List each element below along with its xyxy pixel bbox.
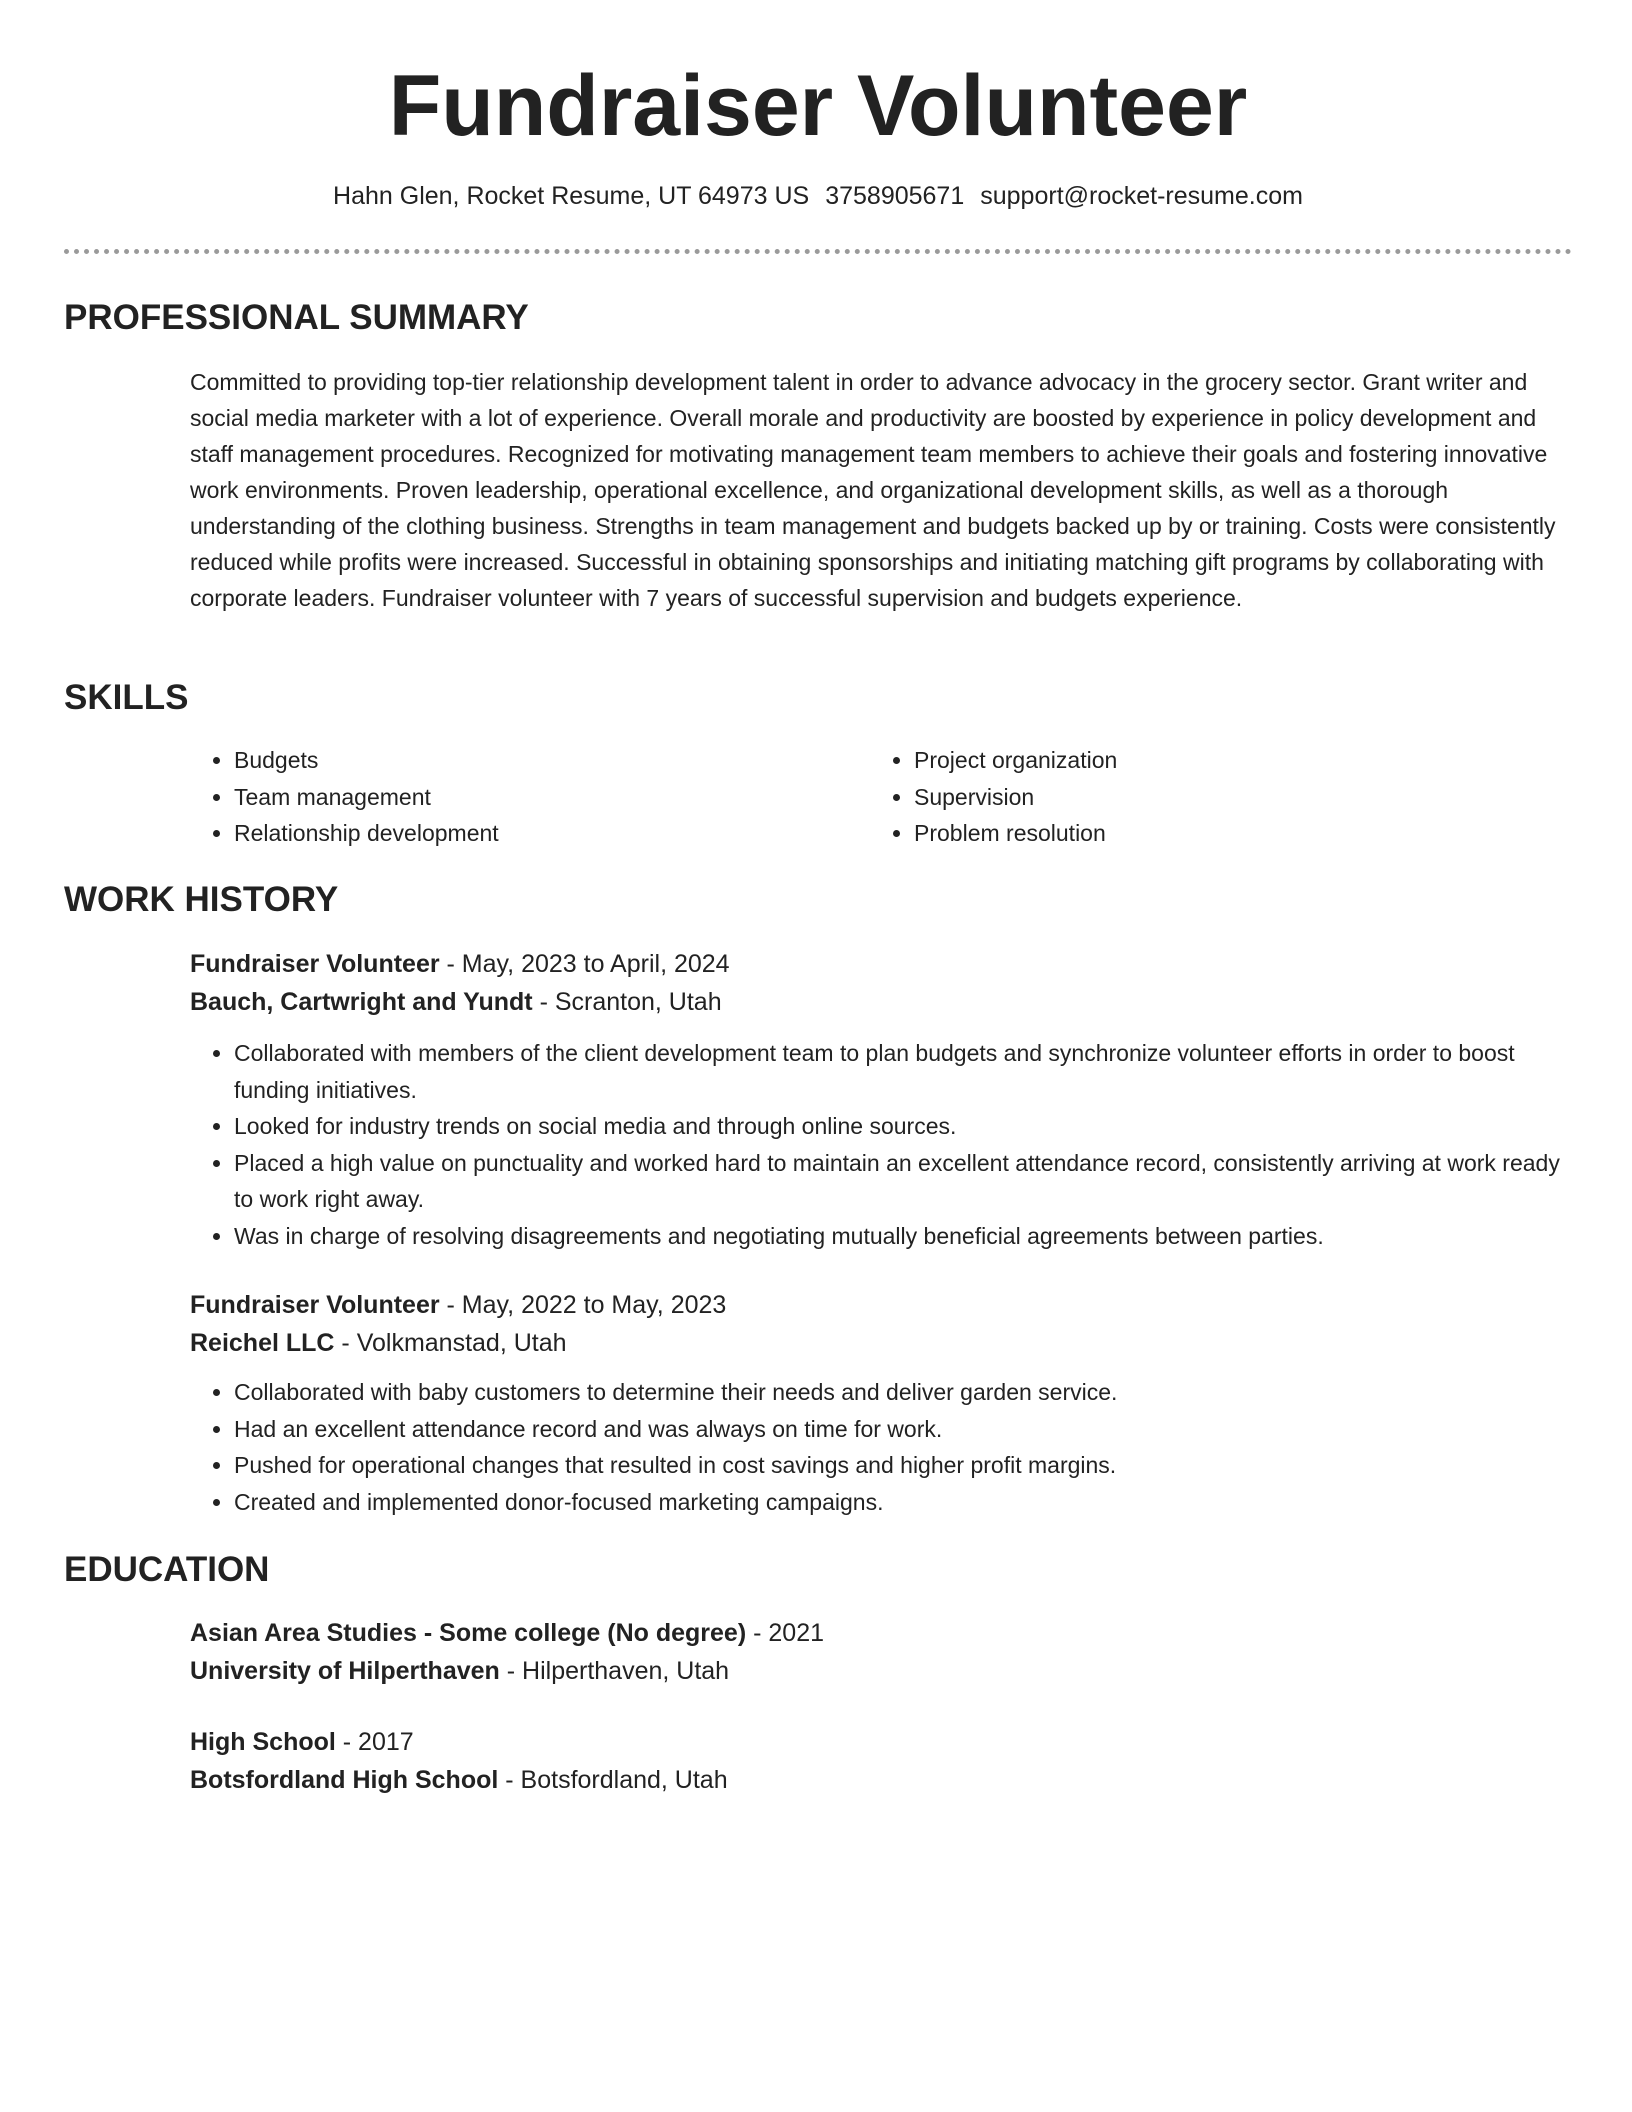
education-school: University of Hilperthaven [190,1657,500,1685]
skills-list-left [190,742,870,852]
education-degree: Asian Area Studies - Some college (No degree) [190,1619,747,1647]
candidate-name: Fundraiser Volunteer [388,58,1248,154]
job-bullets [190,1374,1572,1520]
job-dates: - May, 2023 to April, 2024 [439,950,730,978]
job-title: Fundraiser Volunteer [190,1291,440,1319]
contact-line [64,180,1572,212]
education-location: - Botsfordland, Utah [498,1766,728,1794]
job-bullet: • Was in charge of resolving disagreements and negotiating mutually beneficial agreements between parties. [234,1218,1572,1255]
job-entry [190,945,1572,1254]
skill-item: • Budgets [234,742,870,779]
job-title-line [190,1286,1572,1324]
education-location: - Hilperthaven, Utah [499,1657,730,1685]
skill-item: • Problem resolution [914,815,1550,852]
job-location: - Volkmanstad, Utah [334,1329,567,1357]
job-company: Bauch, Cartwright and Yundt [190,988,533,1016]
job-title-line [190,945,1572,983]
section-title-education: EDUCATION [64,1550,270,1589]
job-location: - Scranton, Utah [532,988,722,1016]
header-divider [64,249,1572,254]
skill-item: • Supervision [914,779,1550,816]
education-school-line [190,1761,1572,1799]
skills-column-right [870,742,1550,852]
skill-item: • Team management [234,779,870,816]
section-title-summary: PROFESSIONAL SUMMARY [64,298,529,337]
education-entry [190,1614,1572,1690]
skills-grid [190,742,1572,852]
job-company: Reichel LLC [190,1329,335,1357]
education-entry [190,1723,1572,1799]
job-bullets [190,1035,1572,1254]
education-year: - 2021 [746,1619,825,1647]
contact-email[interactable]: support@rocket-resume.com [980,182,1303,210]
education-school: Botsfordland High School [190,1766,499,1794]
skills-column-left [190,742,870,852]
job-bullet: • Collaborated with members of the client development team to plan budgets and synchronize volunteer efforts in order to boost funding initiatives. [234,1035,1572,1108]
job-bullet: • Looked for industry trends on social media and through online sources. [234,1108,1572,1145]
job-bullet: • Collaborated with baby customers to determine their needs and deliver garden service. [234,1374,1572,1411]
section-title-skills: SKILLS [64,678,189,717]
job-bullet: • Created and implemented donor-focused marketing campaigns. [234,1484,1572,1521]
section-title-work: WORK HISTORY [64,880,339,919]
summary-text: Committed to providing top-tier relationship development talent in order to advance advocacy in the grocery sector. Grant writer and social media marketer with a lot of experience. Overall morale and productivity are boosted by experience in policy development and staff management procedures. Recognized for motivating management team members to achieve their goals and fostering innovative work environments. Proven leadership, operational excellence, and organizational development skills, as well as a thorough understanding of the clothing business. Strengths in team management and budgets backed up by or training. Costs were consistently reduced while profits were increased. Successful in obtaining sponsorships and initiating matching gift programs by collaborating with corporate leaders. Fundraiser volunteer with 7 years of successful supervision and budgets experience. [190,369,1556,611]
job-bullet: • Placed a high value on punctuality and worked hard to maintain an excellent attendance record, consistently arriving at work ready to work right away. [234,1145,1572,1218]
education-degree: High School [190,1728,336,1756]
job-entry [190,1286,1572,1520]
education-year: - 2017 [335,1728,414,1756]
skills-block [190,742,1572,852]
summary-block [190,364,1572,616]
resume-page [64,0,1572,1794]
job-company-line [190,983,1572,1021]
job-company-line [190,1324,1572,1362]
education-school-line [190,1652,1572,1690]
job-bullet: • Pushed for operational changes that resulted in cost savings and higher profit margins. [234,1447,1572,1484]
contact-phone: 3758905671 [825,182,965,210]
contact-address: Hahn Glen, Rocket Resume, UT 64973 US [333,182,810,210]
education-degree-line [190,1723,1572,1761]
job-dates: - May, 2022 to May, 2023 [439,1291,727,1319]
education-degree-line [190,1614,1572,1652]
skill-item: • Project organization [914,742,1550,779]
skill-item: • Relationship development [234,815,870,852]
job-bullet: • Had an excellent attendance record and was always on time for work. [234,1411,1572,1448]
job-title: Fundraiser Volunteer [190,950,440,978]
skills-list-right [870,742,1550,852]
